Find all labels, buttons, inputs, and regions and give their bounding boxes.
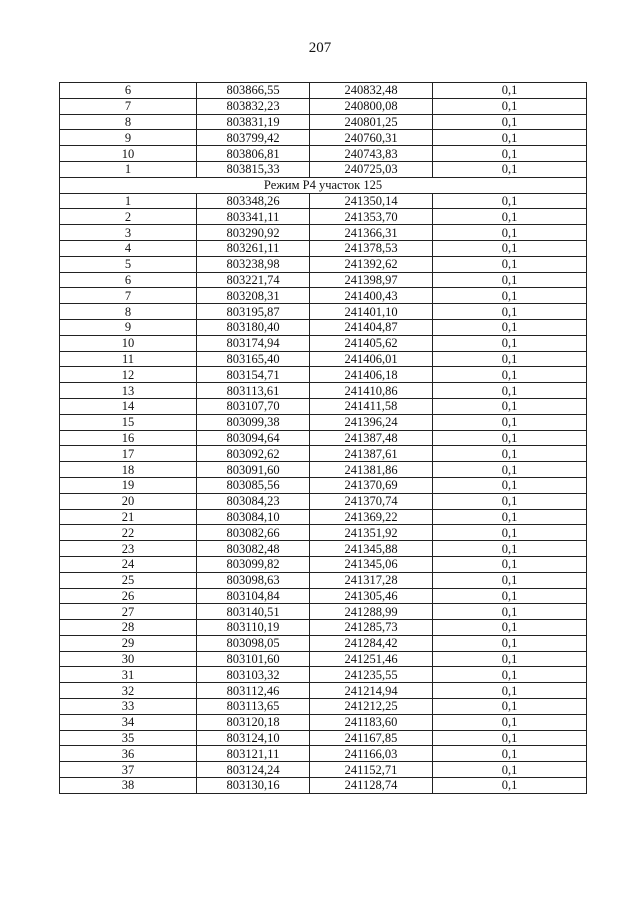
value-cell: 0,1 — [433, 746, 587, 762]
value-cell: 0,1 — [433, 620, 587, 636]
point-number-cell: 4 — [60, 240, 197, 256]
x-coordinate-cell: 803094,64 — [197, 430, 310, 446]
table-row — [60, 699, 587, 715]
x-coordinate-cell: 803092,62 — [197, 446, 310, 462]
point-number-cell: 33 — [60, 699, 197, 715]
point-number-cell: 24 — [60, 556, 197, 572]
point-number-cell: 23 — [60, 541, 197, 557]
x-coordinate-cell: 803831,19 — [197, 114, 310, 130]
point-number-cell: 37 — [60, 762, 197, 778]
table-row — [60, 588, 587, 604]
value-cell: 0,1 — [433, 493, 587, 509]
y-coordinate-cell: 241351,92 — [310, 525, 433, 541]
value-cell: 0,1 — [433, 477, 587, 493]
x-coordinate-cell: 803091,60 — [197, 462, 310, 478]
table-row — [60, 351, 587, 367]
point-number-cell: 1 — [60, 193, 197, 209]
y-coordinate-cell: 241411,58 — [310, 398, 433, 414]
section-title: Режим Р4 участок 125 — [60, 177, 587, 193]
point-number-cell: 30 — [60, 651, 197, 667]
value-cell: 0,1 — [433, 83, 587, 99]
point-number-cell: 36 — [60, 746, 197, 762]
y-coordinate-cell: 240800,08 — [310, 98, 433, 114]
x-coordinate-cell: 803341,11 — [197, 209, 310, 225]
value-cell: 0,1 — [433, 525, 587, 541]
table-row — [60, 288, 587, 304]
x-coordinate-cell: 803110,19 — [197, 620, 310, 636]
point-number-cell: 9 — [60, 130, 197, 146]
value-cell: 0,1 — [433, 730, 587, 746]
table-row — [60, 225, 587, 241]
value-cell: 0,1 — [433, 588, 587, 604]
value-cell: 0,1 — [433, 383, 587, 399]
point-number-cell: 32 — [60, 683, 197, 699]
value-cell: 0,1 — [433, 667, 587, 683]
y-coordinate-cell: 241406,01 — [310, 351, 433, 367]
y-coordinate-cell: 241404,87 — [310, 319, 433, 335]
point-number-cell: 5 — [60, 256, 197, 272]
y-coordinate-cell: 241317,28 — [310, 572, 433, 588]
x-coordinate-cell: 803084,10 — [197, 509, 310, 525]
table-row — [60, 683, 587, 699]
point-number-cell: 9 — [60, 319, 197, 335]
value-cell: 0,1 — [433, 146, 587, 162]
y-coordinate-cell: 241128,74 — [310, 778, 433, 794]
point-number-cell: 27 — [60, 604, 197, 620]
x-coordinate-cell: 803099,38 — [197, 414, 310, 430]
x-coordinate-cell: 803085,56 — [197, 477, 310, 493]
table-body-section — [60, 193, 587, 793]
y-coordinate-cell: 241212,25 — [310, 699, 433, 715]
table-row — [60, 746, 587, 762]
table-row — [60, 98, 587, 114]
value-cell: 0,1 — [433, 509, 587, 525]
y-coordinate-cell: 241410,86 — [310, 383, 433, 399]
y-coordinate-cell: 241305,46 — [310, 588, 433, 604]
point-number-cell: 11 — [60, 351, 197, 367]
section-header-body — [60, 177, 587, 193]
value-cell: 0,1 — [433, 398, 587, 414]
point-number-cell: 21 — [60, 509, 197, 525]
value-cell: 0,1 — [433, 414, 587, 430]
x-coordinate-cell: 803084,23 — [197, 493, 310, 509]
y-coordinate-cell: 241387,48 — [310, 430, 433, 446]
point-number-cell: 13 — [60, 383, 197, 399]
coordinates-table — [59, 82, 587, 794]
point-number-cell: 12 — [60, 367, 197, 383]
value-cell: 0,1 — [433, 604, 587, 620]
table-row — [60, 272, 587, 288]
point-number-cell: 1 — [60, 161, 197, 177]
x-coordinate-cell: 803098,05 — [197, 635, 310, 651]
y-coordinate-cell: 241370,74 — [310, 493, 433, 509]
table-row — [60, 714, 587, 730]
value-cell: 0,1 — [433, 541, 587, 557]
value-cell: 0,1 — [433, 430, 587, 446]
value-cell: 0,1 — [433, 256, 587, 272]
y-coordinate-cell: 240760,31 — [310, 130, 433, 146]
table-row — [60, 304, 587, 320]
page-number: 207 — [308, 40, 332, 56]
y-coordinate-cell: 241406,18 — [310, 367, 433, 383]
y-coordinate-cell: 241350,14 — [310, 193, 433, 209]
table-row — [60, 446, 587, 462]
x-coordinate-cell: 803165,40 — [197, 351, 310, 367]
table-row — [60, 730, 587, 746]
table-row — [60, 541, 587, 557]
x-coordinate-cell: 803120,18 — [197, 714, 310, 730]
value-cell: 0,1 — [433, 240, 587, 256]
x-coordinate-cell: 803098,63 — [197, 572, 310, 588]
value-cell: 0,1 — [433, 98, 587, 114]
x-coordinate-cell: 803348,26 — [197, 193, 310, 209]
y-coordinate-cell: 241392,62 — [310, 256, 433, 272]
y-coordinate-cell: 241400,43 — [310, 288, 433, 304]
value-cell: 0,1 — [433, 651, 587, 667]
table-row — [60, 209, 587, 225]
y-coordinate-cell: 241345,06 — [310, 556, 433, 572]
x-coordinate-cell: 803154,71 — [197, 367, 310, 383]
y-coordinate-cell: 241166,03 — [310, 746, 433, 762]
x-coordinate-cell: 803866,55 — [197, 83, 310, 99]
x-coordinate-cell: 803082,48 — [197, 541, 310, 557]
x-coordinate-cell: 803799,42 — [197, 130, 310, 146]
y-coordinate-cell: 241387,61 — [310, 446, 433, 462]
x-coordinate-cell: 803832,23 — [197, 98, 310, 114]
x-coordinate-cell: 803113,61 — [197, 383, 310, 399]
y-coordinate-cell: 241285,73 — [310, 620, 433, 636]
y-coordinate-cell: 241288,99 — [310, 604, 433, 620]
table-row — [60, 193, 587, 209]
table-row — [60, 667, 587, 683]
x-coordinate-cell: 803208,31 — [197, 288, 310, 304]
value-cell: 0,1 — [433, 462, 587, 478]
point-number-cell: 15 — [60, 414, 197, 430]
y-coordinate-cell: 241405,62 — [310, 335, 433, 351]
y-coordinate-cell: 241183,60 — [310, 714, 433, 730]
y-coordinate-cell: 241398,97 — [310, 272, 433, 288]
value-cell: 0,1 — [433, 130, 587, 146]
y-coordinate-cell: 241353,70 — [310, 209, 433, 225]
point-number-cell: 19 — [60, 477, 197, 493]
x-coordinate-cell: 803099,82 — [197, 556, 310, 572]
point-number-cell: 3 — [60, 225, 197, 241]
x-coordinate-cell: 803124,10 — [197, 730, 310, 746]
x-coordinate-cell: 803180,40 — [197, 319, 310, 335]
table-row — [60, 319, 587, 335]
y-coordinate-cell: 240743,83 — [310, 146, 433, 162]
value-cell: 0,1 — [433, 556, 587, 572]
y-coordinate-cell: 241152,71 — [310, 762, 433, 778]
table-row — [60, 604, 587, 620]
value-cell: 0,1 — [433, 714, 587, 730]
table-row — [60, 83, 587, 99]
x-coordinate-cell: 803082,66 — [197, 525, 310, 541]
point-number-cell: 7 — [60, 98, 197, 114]
table-row — [60, 525, 587, 541]
y-coordinate-cell: 241370,69 — [310, 477, 433, 493]
point-number-cell: 34 — [60, 714, 197, 730]
table-row — [60, 572, 587, 588]
table-row — [60, 367, 587, 383]
value-cell: 0,1 — [433, 209, 587, 225]
table-row — [60, 256, 587, 272]
table-row — [60, 778, 587, 794]
y-coordinate-cell: 241214,94 — [310, 683, 433, 699]
point-number-cell: 8 — [60, 304, 197, 320]
y-coordinate-cell: 241381,86 — [310, 462, 433, 478]
y-coordinate-cell: 241401,10 — [310, 304, 433, 320]
y-coordinate-cell: 241284,42 — [310, 635, 433, 651]
table-row — [60, 414, 587, 430]
table-row — [60, 762, 587, 778]
table-row — [60, 430, 587, 446]
table-row — [60, 477, 587, 493]
point-number-cell: 25 — [60, 572, 197, 588]
point-number-cell: 35 — [60, 730, 197, 746]
section-header-row — [60, 177, 587, 193]
y-coordinate-cell: 241369,22 — [310, 509, 433, 525]
table-row — [60, 383, 587, 399]
x-coordinate-cell: 803221,74 — [197, 272, 310, 288]
point-number-cell: 22 — [60, 525, 197, 541]
value-cell: 0,1 — [433, 699, 587, 715]
point-number-cell: 8 — [60, 114, 197, 130]
x-coordinate-cell: 803261,11 — [197, 240, 310, 256]
x-coordinate-cell: 803238,98 — [197, 256, 310, 272]
x-coordinate-cell: 803103,32 — [197, 667, 310, 683]
x-coordinate-cell: 803130,16 — [197, 778, 310, 794]
table-row — [60, 240, 587, 256]
table-row — [60, 335, 587, 351]
y-coordinate-cell: 241345,88 — [310, 541, 433, 557]
point-number-cell: 2 — [60, 209, 197, 225]
point-number-cell: 10 — [60, 335, 197, 351]
y-coordinate-cell: 241167,85 — [310, 730, 433, 746]
point-number-cell: 16 — [60, 430, 197, 446]
x-coordinate-cell: 803104,84 — [197, 588, 310, 604]
table-row — [60, 114, 587, 130]
value-cell: 0,1 — [433, 161, 587, 177]
point-number-cell: 10 — [60, 146, 197, 162]
value-cell: 0,1 — [433, 762, 587, 778]
point-number-cell: 38 — [60, 778, 197, 794]
value-cell: 0,1 — [433, 225, 587, 241]
x-coordinate-cell: 803815,33 — [197, 161, 310, 177]
table-row — [60, 146, 587, 162]
value-cell: 0,1 — [433, 683, 587, 699]
x-coordinate-cell: 803174,94 — [197, 335, 310, 351]
point-number-cell: 7 — [60, 288, 197, 304]
x-coordinate-cell: 803113,65 — [197, 699, 310, 715]
point-number-cell: 31 — [60, 667, 197, 683]
value-cell: 0,1 — [433, 114, 587, 130]
value-cell: 0,1 — [433, 446, 587, 462]
x-coordinate-cell: 803140,51 — [197, 604, 310, 620]
y-coordinate-cell: 241251,46 — [310, 651, 433, 667]
x-coordinate-cell: 803101,60 — [197, 651, 310, 667]
x-coordinate-cell: 803195,87 — [197, 304, 310, 320]
table-row — [60, 493, 587, 509]
table-row — [60, 620, 587, 636]
point-number-cell: 6 — [60, 83, 197, 99]
table-row — [60, 556, 587, 572]
value-cell: 0,1 — [433, 572, 587, 588]
point-number-cell: 28 — [60, 620, 197, 636]
y-coordinate-cell: 241378,53 — [310, 240, 433, 256]
y-coordinate-cell: 240725,03 — [310, 161, 433, 177]
value-cell: 0,1 — [433, 288, 587, 304]
point-number-cell: 17 — [60, 446, 197, 462]
value-cell: 0,1 — [433, 335, 587, 351]
value-cell: 0,1 — [433, 367, 587, 383]
value-cell: 0,1 — [433, 193, 587, 209]
x-coordinate-cell: 803124,24 — [197, 762, 310, 778]
point-number-cell: 20 — [60, 493, 197, 509]
point-number-cell: 14 — [60, 398, 197, 414]
y-coordinate-cell: 241235,55 — [310, 667, 433, 683]
y-coordinate-cell: 241366,31 — [310, 225, 433, 241]
value-cell: 0,1 — [433, 778, 587, 794]
y-coordinate-cell: 240801,25 — [310, 114, 433, 130]
table-body-top — [60, 83, 587, 178]
x-coordinate-cell: 803107,70 — [197, 398, 310, 414]
table-row — [60, 130, 587, 146]
point-number-cell: 26 — [60, 588, 197, 604]
point-number-cell: 6 — [60, 272, 197, 288]
table-row — [60, 651, 587, 667]
table-row — [60, 462, 587, 478]
table-row — [60, 398, 587, 414]
x-coordinate-cell: 803121,11 — [197, 746, 310, 762]
value-cell: 0,1 — [433, 304, 587, 320]
x-coordinate-cell: 803806,81 — [197, 146, 310, 162]
y-coordinate-cell: 241396,24 — [310, 414, 433, 430]
x-coordinate-cell: 803112,46 — [197, 683, 310, 699]
y-coordinate-cell: 240832,48 — [310, 83, 433, 99]
table-row — [60, 509, 587, 525]
x-coordinate-cell: 803290,92 — [197, 225, 310, 241]
table-row — [60, 635, 587, 651]
table-row — [60, 161, 587, 177]
point-number-cell: 18 — [60, 462, 197, 478]
point-number-cell: 29 — [60, 635, 197, 651]
value-cell: 0,1 — [433, 319, 587, 335]
value-cell: 0,1 — [433, 272, 587, 288]
value-cell: 0,1 — [433, 635, 587, 651]
value-cell: 0,1 — [433, 351, 587, 367]
